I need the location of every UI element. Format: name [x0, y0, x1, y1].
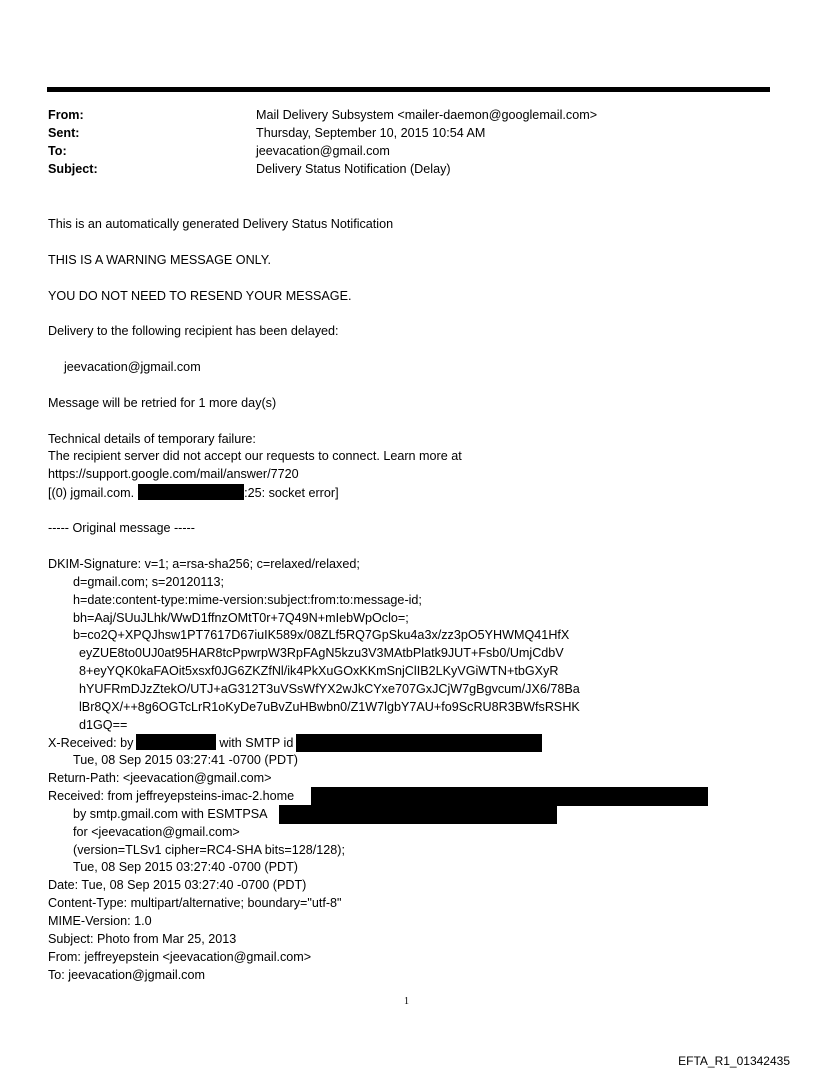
dkim-line: eyZUE8to0UJ0at95HAR8tcPpwrpW3RpFAgN5kzu3V3MAtbPlatk9JUT+Fsb0/UmjCdbV [79, 646, 564, 660]
redaction-bar [138, 484, 244, 500]
date-line: Date: Tue, 08 Sep 2015 03:27:40 -0700 (PDT) [48, 878, 307, 892]
received-line: by smtp.gmail.com with ESMTPSA [73, 807, 268, 821]
x-received-text: with SMTP id [219, 736, 294, 750]
x-received-line [48, 734, 293, 752]
dkim-line: hYUFRmDJzZtekO/UTJ+aG312T3uVSsWfYX2wJkCYxe707GxJCjW7gBgvcum/JX6/78Ba [79, 682, 580, 696]
to-label: To: [48, 144, 67, 158]
dkim-line: DKIM-Signature: v=1; a=rsa-sha256; c=relaxed/relaxed; [48, 557, 360, 571]
subject-label: Subject: [48, 162, 98, 176]
document-id: EFTA_R1_01342435 [678, 1054, 790, 1068]
redaction-bar [136, 734, 216, 750]
support-link: https://support.google.com/mail/answer/7720 [48, 467, 299, 481]
body-line: Message will be retried for 1 more day(s) [48, 396, 277, 410]
redaction-bar [311, 787, 708, 806]
sent-label: Sent: [48, 126, 80, 140]
body-line: THIS IS A WARNING MESSAGE ONLY. [48, 253, 272, 267]
redaction-bar [279, 805, 557, 824]
received-line: Tue, 08 Sep 2015 03:27:40 -0700 (PDT) [73, 860, 298, 874]
received-line: Received: from jeffreyepsteins-imac-2.home [48, 789, 295, 803]
dkim-line: bh=Aaj/SUuJLhk/WwD1ffnzOMtT0r+7Q49N+mIebWpOclo=; [73, 611, 409, 625]
dkim-line: b=co2Q+XPQJhsw1PT7617D67iuIK589x/08ZLf5RQ7GpSku4a3x/zz3pO5YHWMQ41HfX [73, 628, 570, 642]
x-received-date: Tue, 08 Sep 2015 03:27:41 -0700 (PDT) [73, 753, 298, 767]
content-type-line: Content-Type: multipart/alternative; boundary="utf-8" [48, 896, 342, 910]
dkim-line: h=date:content-type:mime-version:subject:from:to:message-id; [73, 593, 422, 607]
body-line: Delivery to the following recipient has been delayed: [48, 324, 339, 338]
page-number: 1 [404, 996, 409, 1007]
body-line: Technical details of temporary failure: [48, 432, 256, 446]
body-line: The recipient server did not accept our requests to connect. Learn more at [48, 449, 462, 463]
from-label: From: [48, 108, 84, 122]
received-line: (version=TLSv1 cipher=RC4-SHA bits=128/128); [73, 843, 345, 857]
received-line: for <jeevacation@gmail.com> [73, 825, 240, 839]
return-path-line: Return-Path: <jeevacation@gmail.com> [48, 771, 272, 785]
body-line [48, 484, 339, 502]
body-line: This is an automatically generated Delivery Status Notification [48, 217, 394, 231]
header-rule [47, 87, 770, 92]
subject-line: Subject: Photo from Mar 25, 2013 [48, 932, 237, 946]
x-received-text: X-Received: by [48, 736, 134, 750]
recipient-address: jeevacation@jgmail.com [64, 360, 201, 374]
dkim-line: lBr8QX/++8g6OGTcLrR1oKyDe7uBvZuHBwbn0/Z1W7lgbY7AU+fo9ScRU8R3BWfsRSHK [79, 700, 580, 714]
redaction-bar [296, 734, 542, 752]
to-value: jeevacation@gmail.com [256, 144, 390, 158]
dkim-line: 8+eyYQK0kaFAOit5xsxf0JG6ZKZfNl/ik4PkXuGOxKKmSnjClIB2LKyVGiWTN+tbGXyR [79, 664, 559, 678]
from-line: From: jeffreyepstein <jeevacation@gmail.com> [48, 950, 312, 964]
dkim-line: d1GQ== [79, 718, 128, 732]
failure-text: :25: socket error] [244, 486, 339, 500]
failure-text: [(0) jgmail.com. [48, 486, 135, 500]
dkim-line: d=gmail.com; s=20120113; [73, 575, 224, 589]
to-line: To: jeevacation@jgmail.com [48, 968, 205, 982]
original-message-divider: ----- Original message ----- [48, 521, 195, 535]
sent-value: Thursday, September 10, 2015 10:54 AM [256, 126, 486, 140]
mime-version-line: MIME-Version: 1.0 [48, 914, 152, 928]
subject-value: Delivery Status Notification (Delay) [256, 162, 451, 176]
body-line: YOU DO NOT NEED TO RESEND YOUR MESSAGE. [48, 289, 352, 303]
from-value: Mail Delivery Subsystem <mailer-daemon@googlemail.com> [256, 108, 598, 122]
